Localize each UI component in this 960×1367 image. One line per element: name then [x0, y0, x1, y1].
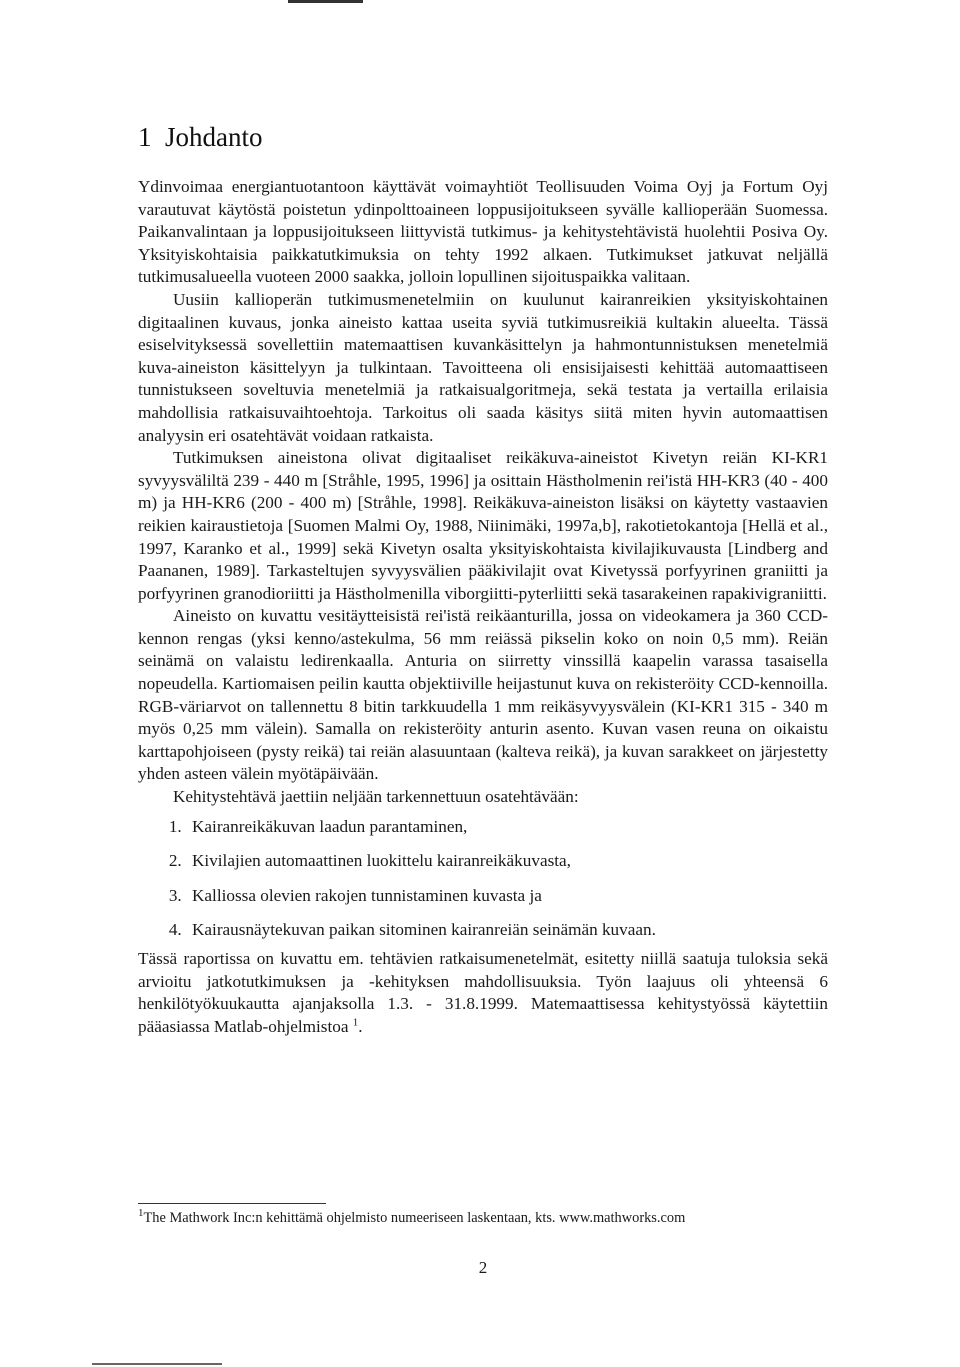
paragraph-6-text: Tässä raportissa on kuvattu em. tehtävien ratkaisumenetelmät, esitetty niillä saatuja tuloksia sekä arvioitu jatkotutkimuksen ja -kehityksen mahdollisuuksia. Työn laajuus oli yhteensä 6 henkilötyökuukautta ajanjaksolla 1.3. - 31.8.1999. Matemaattisessa kehitystyössä käytettiin pääasiassa Matlab-ohjelmistoa [138, 949, 828, 1036]
paragraph-4: Aineisto on kuvattu vesitäytteisistä rei'istä reikäanturilla, jossa on videokamera ja 360 CCD-kennon rengas (yksi kenno/astekulma, 56 mm reiässä pikselin koko on noin 0,5 mm). Reiän seinämä on valaistu ledirenkaalla. Anturia on siirretty vinssillä kaapelin varassa tasaisella nopeudella. Kartiomaisen peilin kautta objektiiville heijastunut kuva on rekisteröity CCD-kennoilla. RGB-väriarvot on tallennettu 8 bitin tarkkuudella 1 mm reikäsyvyysvälein (KI-KR1 315 - 340 m myös 0,25 mm välein). Samalla on rekisteröity anturin asento. Kuvan vasen reuna on oikaistu karttapohjoiseen (pysty reikä) tai reiän alasuuntaan (kalteva reikä), ja kuvan sarakkeet on järjestetty yhden asteen välein myötäpäivään. [138, 606, 828, 784]
footnote [138, 1209, 838, 1227]
section-title: Johdanto [165, 122, 263, 152]
task-item: 2. Kivilajien automaattinen luokittelu kairanreikäkuvasta, [186, 850, 828, 873]
paragraph-6 [138, 948, 828, 1038]
body-text [138, 176, 828, 1038]
paragraph-1: Ydinvoimaa energiantuotantoon käyttävät voimayhtiöt Teollisuuden Voima Oyj ja Fortum Oyj varautuvat käytöstä poistetun ydinpolttoaineen loppusijoitukseen syvälle kallioperään Suomessa. Paikanvalintaan ja loppusijoitukseen liittyvistä tutkimus- ja kehitystehtävistä huolehtii Posiva Oy. Yksityiskohtaisia paikkatutkimuksia on tehty 1992 alkaen. Tutkimukset jatkuvat neljällä tutkimusalueella vuoteen 2000 saakka, jolloin lopullinen sijoituspaikka valitaan. [138, 177, 828, 287]
page-number: 2 [478, 1258, 488, 1277]
task-item: 3. Kalliossa olevien rakojen tunnistaminen kuvasta ja [186, 885, 828, 908]
section-heading [138, 122, 263, 153]
paragraph-5: Kehitystehtävä jaettiin neljään tarkennettuun osatehtävään: [173, 787, 579, 807]
task-list [138, 816, 828, 942]
footnote-reference[interactable]: 1 [352, 1016, 359, 1029]
paragraph-6-end: . [358, 1016, 363, 1036]
footnote-marker: 1 [138, 1207, 144, 1220]
footnote-text: The Mathwork Inc:n kehittämä ohjelmisto numeeriseen laskentaan, kts. www.mathworks.com [143, 1210, 686, 1226]
paragraph-3: Tutkimuksen aineistona olivat digitaaliset reikäkuva-aineistot Kivetyn reiän KI-KR1 syvyysväliltä 239 - 440 m [Stråhle, 1995, 1996] ja osittain Hästholmenin rei'istä HH-KR3 (40 - 400 m) ja HH-KR6 (200 - 400 m) [Stråhle, 1998]. Reikäkuva-aineiston lisäksi on käytetty vastaavien reikien kairaustietoja [Suomen Malmi Oy, 1988, Niinimäki, 1997a,b], rakotietokantoja [Hellä et al., 1997, Karanko et al., 1999] sekä Kivetyn osalta yksityiskohtaista kivilajikuvausta [Lindberg and Paananen, 1989]. Tarkasteltujen syvyysvälien pääkivilajit ovat Kivetyssä porfyyrinen graniitti ja porfyyrinen granodioriitti ja Hästholmenilla viborgiitti-pyterliitti sekä tasarakeinen rapakivigraniitti. [138, 448, 828, 603]
paragraph-2: Uusiin kallioperän tutkimusmenetelmiin on kuulunut kairanreikien yksityiskohtainen digitaalinen kuvaus, jonka aineisto kattaa useita syviä tutkimusreikiä kultakin alueelta. Tässä esiselvityksessä sovellettiin matemaattisen kuvankäsittelyn ja hahmontunnistuksen menetelmiä kuva-aineiston käsittelyyn ja tulkintaan. Tavoitteena oli ensisijaisesti kehittää automaattiseen tunnistukseen soveltuvia menetelmiä ja ratkaisualgoritmeja, sekä testata ja vertailla erilaisia mahdollisia ratkaisuvaihtoehtoja. Tarkoitus oli saada käsitys siitä miten hyvin automaattisen analyysin eri osatehtävät voidaan ratkaista. [138, 289, 828, 445]
section-number: 1 [138, 122, 152, 152]
scan-mark-top [288, 0, 363, 3]
task-item: 4. Kairausnäytekuvan paikan sitominen kairanreiän seinämän kuvaan. [186, 919, 828, 942]
footnote-rule [138, 1203, 326, 1204]
task-item: 1. Kairanreikäkuvan laadun parantaminen, [186, 816, 828, 839]
scan-mark-bottom [92, 1363, 222, 1365]
